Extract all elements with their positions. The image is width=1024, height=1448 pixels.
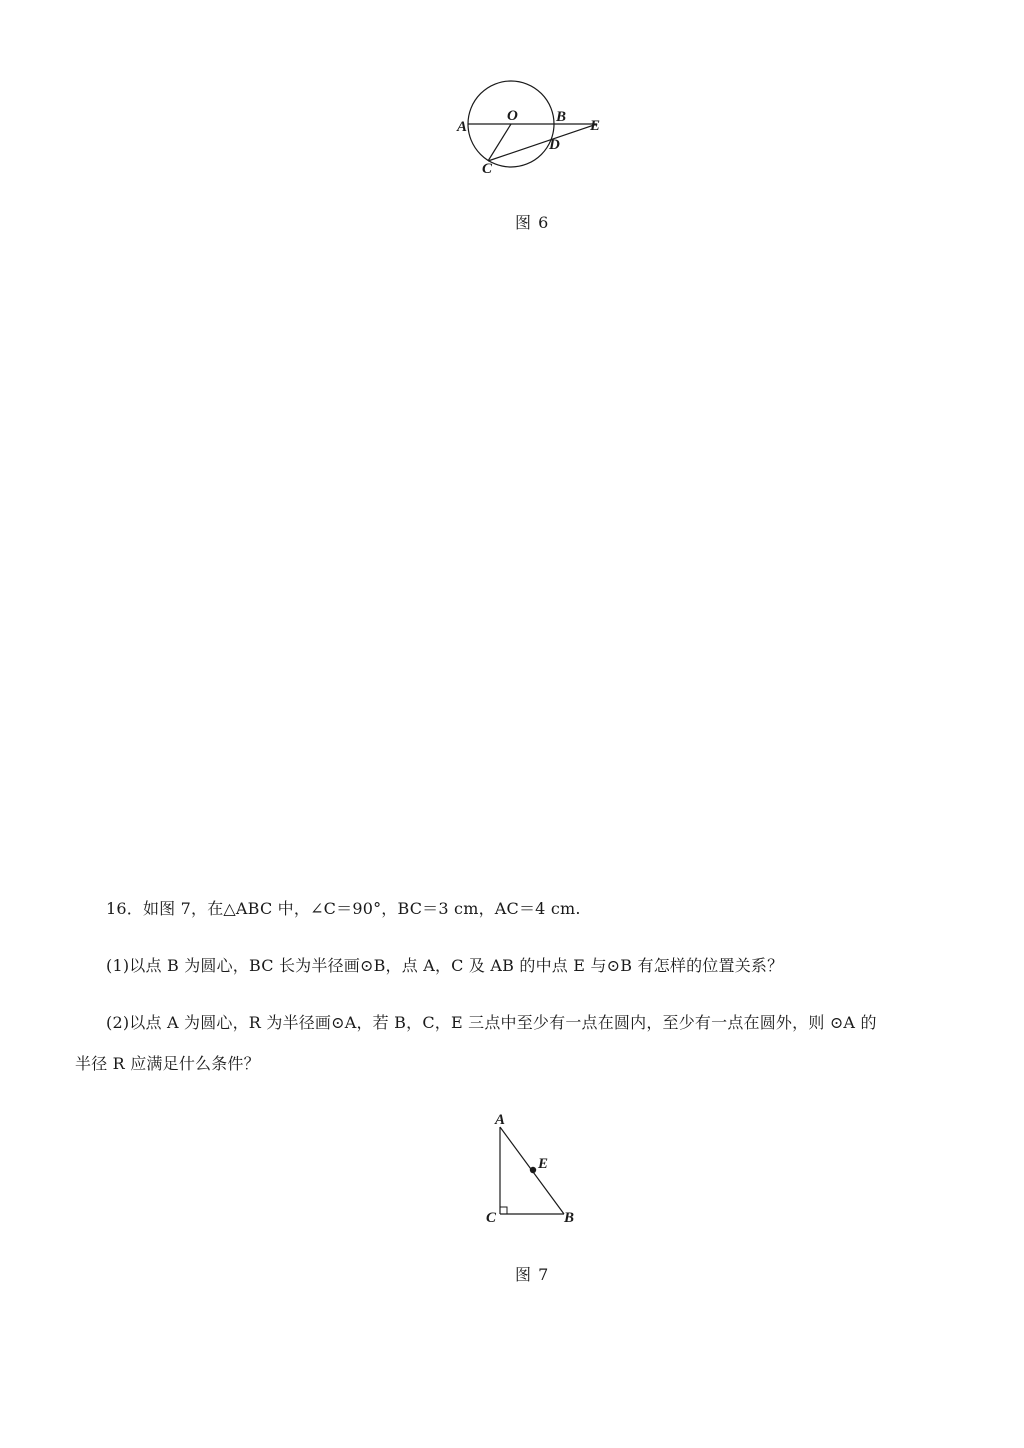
label-e: E xyxy=(538,1156,549,1172)
figure-7-diagram xyxy=(480,1105,590,1230)
label-b: B xyxy=(564,1210,575,1226)
figure-7 xyxy=(480,1105,590,1230)
figure-7-caption: 图 7 xyxy=(515,1265,550,1284)
problem-16-part-2-line-2: 半径 R 应满足什么条件？ xyxy=(75,1054,260,1073)
label-c: C xyxy=(482,161,493,177)
figure-6 xyxy=(440,70,620,180)
label-a: A xyxy=(495,1112,506,1128)
label-c: C xyxy=(486,1210,497,1226)
label-d: D xyxy=(549,137,560,153)
figure-6-diagram xyxy=(440,70,620,180)
label-b: B xyxy=(556,109,567,125)
problem-16-part-1: (1)以点 B 为圆心，BC 长为半径画⊙B，点 A，C 及 AB 的中点 E 与⊙B 有怎样的位置关系？ xyxy=(106,956,784,975)
problem-16-part-2-line-1: (2)以点 A 为圆心，R 为半径画⊙A，若 B，C，E 三点中至少有一点在圆内，至少有一点在圆外，则 ⊙A 的 xyxy=(106,1013,877,1032)
right-angle-mark xyxy=(500,1207,507,1214)
segment-oc xyxy=(488,124,511,161)
segment-ce xyxy=(488,124,597,161)
label-e: E xyxy=(590,118,601,134)
point-e xyxy=(530,1167,536,1173)
label-o: O xyxy=(507,108,518,124)
figure-6-caption: 图 6 xyxy=(515,213,550,232)
label-a: A xyxy=(457,119,468,135)
problem-16-stem: 16．如图 7，在△ABC 中，∠C＝90°，BC＝3 cm，AC＝4 cm. xyxy=(106,899,581,918)
